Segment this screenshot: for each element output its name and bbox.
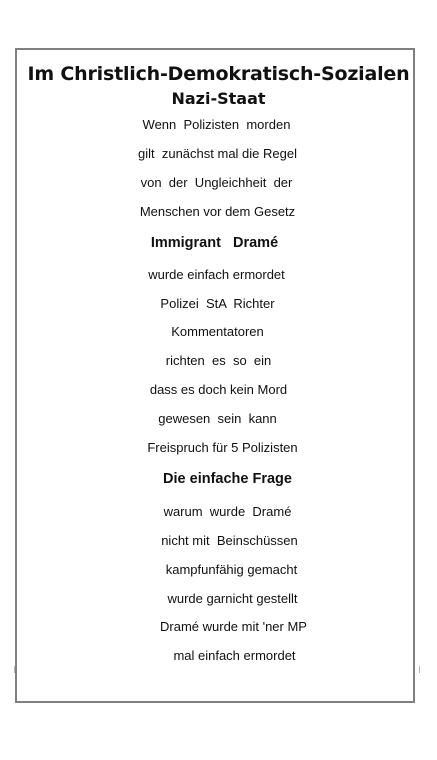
- poem-line: nicht mit Beinschüssen: [161, 533, 298, 548]
- poem-line: Kommentatoren: [171, 324, 264, 339]
- poem-line: Freispruch für 5 Polizisten: [147, 440, 298, 455]
- edge-tick-right: [419, 666, 420, 673]
- poem-line: warum wurde Dramé: [163, 504, 292, 519]
- poem-line: gewesen sein kann: [158, 411, 277, 426]
- poem-line: Polizei StA Richter: [160, 296, 275, 311]
- poem-line: Wenn Polizisten morden: [142, 117, 291, 132]
- poem-line: dass es doch kein Mord: [149, 382, 288, 397]
- poem-line: wurde garnicht gestellt: [167, 591, 298, 606]
- poem-line: Menschen vor dem Gesetz: [139, 204, 296, 219]
- poem-line: mal einfach ermordet: [173, 648, 296, 663]
- poem-line: von der Ungleichheit der: [140, 175, 293, 190]
- edge-tick-left: [14, 666, 15, 673]
- poem-line: wurde einfach ermordet: [148, 267, 285, 282]
- poem-heading: Immigrant Dramé: [150, 235, 279, 251]
- poem-line: gilt zunächst mal die Regel: [138, 146, 297, 161]
- poem-subtitle: Nazi-Staat: [171, 89, 266, 108]
- poem-line: Dramé wurde mit 'ner MP: [160, 619, 307, 634]
- poem-line: richten es so ein: [165, 353, 272, 368]
- poem-title: Im Christlich-Demokratisch-Sozialen: [27, 63, 410, 85]
- poem-line: kampfunfähig gemacht: [165, 562, 298, 577]
- poem-heading: Die einfache Frage: [163, 471, 292, 487]
